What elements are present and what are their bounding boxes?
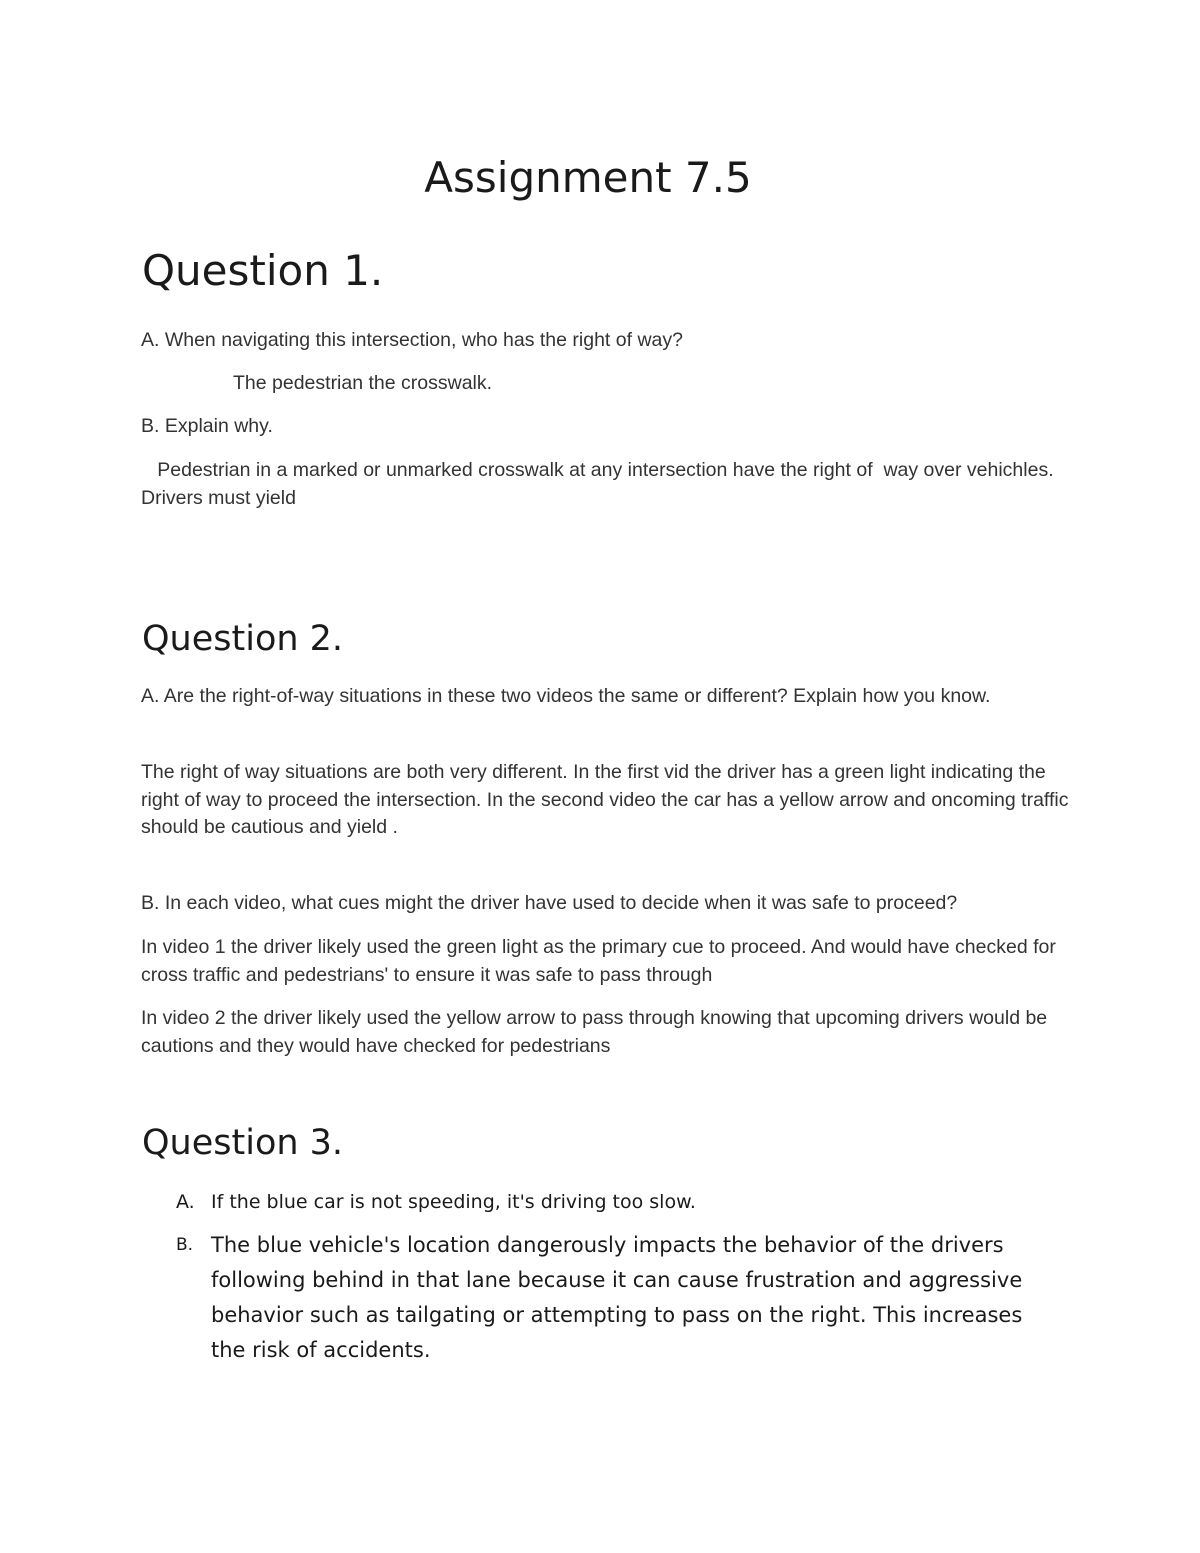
question-1-answer-a: The pedestrian the crosswalk. [233, 372, 493, 394]
question-1-answer-b: Pedestrian in a marked or unmarked crosswalk at any intersection have the right of way over vehichles. Drivers must yield [141, 459, 1060, 509]
list-item-text: If the blue car is not speeding, it's driving too slow. [211, 1191, 696, 1213]
question-3-heading: Question 3. [142, 1123, 344, 1163]
question-1-part-b: B. Explain why. [141, 415, 273, 437]
question-3-list [141, 1188, 1061, 1380]
question-2-heading: Question 2. [142, 619, 344, 659]
list-item-text: The blue vehicle's location dangerously impacts the behavior of the drivers following behind in that lane because it can cause frustration and aggressive behavior such as tailgating or attempting to pass on the right. This increases the risk of accidents. [211, 1233, 1023, 1362]
question-2-answer-b1: In video 1 the driver likely used the green light as the primary cue to proceed. And would have checked for cross traffic and pedestrians' to ensure it was safe to pass through [141, 936, 1056, 986]
list-marker: A. [176, 1191, 195, 1213]
question-1-heading: Question 1. [142, 246, 384, 295]
question-2-answer-a: The right of way situations are both very different. In the first vid the driver has a green light indicating the right of way to proceed the intersection. In the second video the car has a yellow arrow and oncoming traffic should be cautious and yield . [141, 761, 1069, 838]
list-item [141, 1228, 1061, 1368]
document-title: Assignment 7.5 [424, 153, 752, 202]
list-item [141, 1188, 1061, 1216]
question-2-part-a: A. Are the right-of-way situations in these two videos the same or different? Explain how you know. [141, 685, 991, 707]
question-2-part-b: B. In each video, what cues might the driver have used to decide when it was safe to proceed? [141, 892, 958, 914]
list-marker: B. [176, 1235, 194, 1255]
question-2-answer-b2: In video 2 the driver likely used the yellow arrow to pass through knowing that upcoming drivers would be cautions and they would have checked for pedestrians [141, 1007, 1048, 1057]
question-1-part-a: A. When navigating this intersection, who has the right of way? [141, 329, 683, 351]
